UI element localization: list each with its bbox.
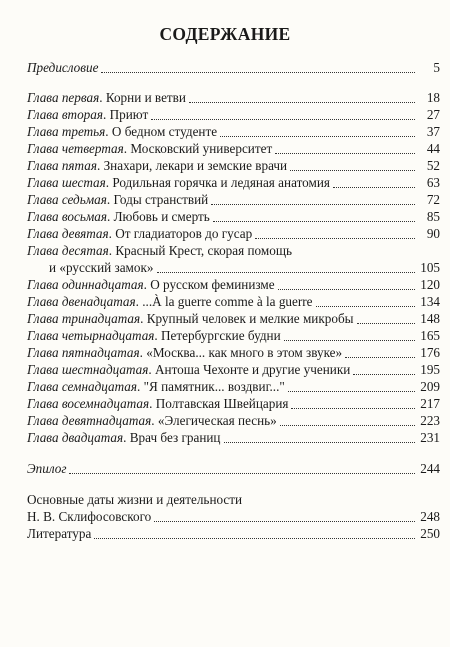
chapter-number: Эпилог — [27, 461, 67, 476]
toc-entry — [27, 124, 440, 140]
dot-leader — [220, 136, 415, 137]
toc-entry — [27, 175, 440, 191]
chapter-number: Глава седьмая — [27, 192, 107, 207]
toc-entry — [27, 509, 440, 525]
chapter-title: . Полтавская Швейцария — [149, 396, 289, 411]
page-number: 248 — [420, 509, 440, 524]
toc-entry — [27, 90, 440, 106]
toc-entry-label — [27, 430, 221, 446]
toc-entry — [27, 492, 440, 508]
chapter-title: . Московский университет — [123, 141, 273, 156]
toc-entry-label — [27, 362, 350, 378]
dot-leader — [275, 153, 415, 154]
toc-entry-label — [27, 124, 217, 140]
chapter-number: Предисловие — [27, 60, 99, 75]
toc-entry — [27, 379, 440, 395]
dot-leader — [213, 221, 415, 222]
dot-leader — [151, 119, 415, 120]
dot-leader — [290, 170, 415, 171]
page-number: 250 — [420, 526, 440, 541]
toc-entry-label — [27, 345, 342, 361]
toc-entry — [27, 311, 440, 327]
toc-entry-label — [27, 328, 281, 344]
chapter-title: . Любовь и смерть — [106, 209, 210, 224]
dot-leader — [211, 204, 415, 205]
page-number: 52 — [426, 158, 440, 173]
chapter-number: Глава двадцатая — [27, 430, 124, 445]
toc-entry-label — [27, 209, 210, 225]
toc-entry — [27, 243, 440, 259]
dot-leader — [224, 442, 416, 443]
chapter-title: Н. В. Склифосовского — [27, 509, 152, 524]
chapter-title: . О русском феминизме — [143, 277, 275, 292]
page-number: 85 — [426, 209, 440, 224]
dot-leader — [284, 340, 415, 341]
chapter-number: Глава шестая — [27, 175, 106, 190]
toc-entry-label — [27, 492, 242, 507]
dot-leader — [69, 473, 415, 474]
page-number: 27 — [426, 107, 440, 122]
dot-leader — [280, 425, 415, 426]
chapter-number: Глава восемнадцатая — [27, 396, 150, 411]
toc-entry-label — [27, 175, 330, 191]
toc-entry-label — [27, 141, 272, 157]
toc-entry-label — [27, 90, 186, 106]
chapter-title: . Родильная горячка и ледяная анатомия — [105, 175, 330, 190]
dot-leader — [333, 187, 415, 188]
dot-leader — [255, 238, 415, 239]
toc-entry-label — [27, 509, 151, 525]
toc-entry — [27, 526, 440, 542]
page-number: 165 — [420, 328, 440, 343]
chapter-title: . Красный Крест, скорая помощь — [108, 243, 292, 258]
toc-entry-label — [27, 158, 287, 174]
dot-leader — [357, 323, 415, 324]
chapter-title: Литература — [27, 526, 92, 541]
toc-entry — [27, 260, 440, 276]
toc-entry-label — [27, 461, 66, 477]
page-number: 195 — [420, 362, 440, 377]
page-number: 120 — [420, 277, 440, 292]
dot-leader — [353, 374, 415, 375]
chapter-title: . Петербургские будни — [154, 328, 281, 343]
chapter-number: Глава четвертая — [27, 141, 124, 156]
chapter-title: . Крупный человек и мелкие микробы — [140, 311, 354, 326]
chapter-number: Глава третья — [27, 124, 106, 139]
dot-leader — [157, 272, 416, 273]
toc-entry — [27, 192, 440, 208]
page-number: 72 — [426, 192, 440, 207]
toc-entry-label — [27, 526, 91, 542]
toc-entry — [27, 158, 440, 174]
toc-entry-label — [27, 192, 208, 208]
dot-leader — [316, 306, 415, 307]
toc-entry-label — [27, 311, 354, 327]
page-number: 44 — [426, 141, 440, 156]
chapter-number: Глава первая — [27, 90, 100, 105]
chapter-title: . Корни и ветви — [99, 90, 186, 105]
page-title: СОДЕРЖАНИЕ — [159, 24, 291, 44]
toc-entry — [27, 226, 440, 242]
toc-entry-label — [27, 107, 148, 123]
toc-entry — [27, 277, 440, 293]
toc-entry — [27, 209, 440, 225]
dot-leader — [291, 408, 415, 409]
page-number: 63 — [426, 175, 440, 190]
chapter-title: . Годы странствий — [106, 192, 209, 207]
chapter-number: Глава пятая — [27, 158, 97, 173]
page-number: 209 — [420, 379, 440, 394]
page-number: 90 — [426, 226, 440, 241]
page-number: 176 — [420, 345, 440, 360]
chapter-title: . "Я памятник... воздвиг..." — [137, 379, 285, 394]
dot-leader — [154, 521, 415, 522]
chapter-title: . О бедном студенте — [105, 124, 218, 139]
page-number: 134 — [420, 294, 440, 309]
toc-entry — [27, 328, 440, 344]
chapter-number: Глава шестнадцатая — [27, 362, 149, 377]
chapter-title: . «Москва... как много в этом звуке» — [139, 345, 343, 360]
toc-entry — [27, 396, 440, 412]
page-number: 244 — [420, 461, 440, 476]
toc-entry-label — [27, 396, 288, 412]
page-number: 105 — [420, 260, 440, 275]
chapter-number: Глава четырнадцатая — [27, 328, 155, 343]
toc-entry — [27, 294, 440, 310]
toc-entry-label — [27, 60, 98, 76]
dot-leader — [288, 391, 415, 392]
toc-entry — [27, 60, 440, 76]
toc-entry-label — [27, 379, 285, 395]
chapter-number: Глава девятнадцатая — [27, 413, 152, 428]
page-number: 5 — [433, 60, 440, 75]
chapter-title: . «Элегическая песнь» — [151, 413, 277, 428]
chapter-title: . Врач без границ — [123, 430, 221, 445]
chapter-number: Глава десятая — [27, 243, 109, 258]
page-number: 18 — [426, 90, 440, 105]
toc-entry — [27, 413, 440, 429]
toc-entry — [27, 430, 440, 446]
toc-entry-label — [27, 277, 275, 293]
dot-leader — [94, 538, 415, 539]
chapter-number: Глава одиннадцатая — [27, 277, 144, 292]
toc-entry — [27, 107, 440, 123]
toc-entry — [27, 362, 440, 378]
dot-leader — [345, 357, 415, 358]
page-number: 231 — [420, 430, 440, 445]
chapter-number: Глава семнадцатая — [27, 379, 138, 394]
chapter-title: . Антоша Чехонте и другие ученики — [148, 362, 351, 377]
chapter-title: . Приют — [103, 107, 149, 122]
page-number: 217 — [420, 396, 440, 411]
chapter-number: Глава двенадцатая — [27, 294, 136, 309]
chapter-number: Глава девятая — [27, 226, 109, 241]
dot-leader — [189, 102, 415, 103]
dot-leader — [101, 72, 415, 73]
chapter-number: Глава вторая — [27, 107, 103, 122]
toc-entry-label — [27, 243, 292, 258]
toc-entry-label — [27, 413, 277, 429]
chapter-number: Глава тринадцатая — [27, 311, 141, 326]
chapter-title: . От гладиаторов до гусар — [108, 226, 253, 241]
page-number: 37 — [426, 124, 440, 139]
toc-entry-label — [27, 226, 252, 242]
page-number: 223 — [420, 413, 440, 428]
chapter-title: Основные даты жизни и деятельности — [27, 492, 243, 507]
toc-entry — [27, 461, 440, 477]
chapter-title: . Знахари, лекари и земские врачи — [96, 158, 288, 173]
chapter-number: Глава пятнадцатая — [27, 345, 140, 360]
toc-entry-label — [27, 260, 154, 276]
toc-entry-label — [27, 294, 313, 310]
toc-entry — [27, 141, 440, 157]
toc-entry — [27, 345, 440, 361]
page-number: 148 — [420, 311, 440, 326]
chapter-title: . ...À la guerre comme à la guerre — [135, 294, 313, 309]
chapter-number: Глава восьмая — [27, 209, 107, 224]
dot-leader — [278, 289, 415, 290]
chapter-title: и «русский замок» — [49, 260, 154, 275]
